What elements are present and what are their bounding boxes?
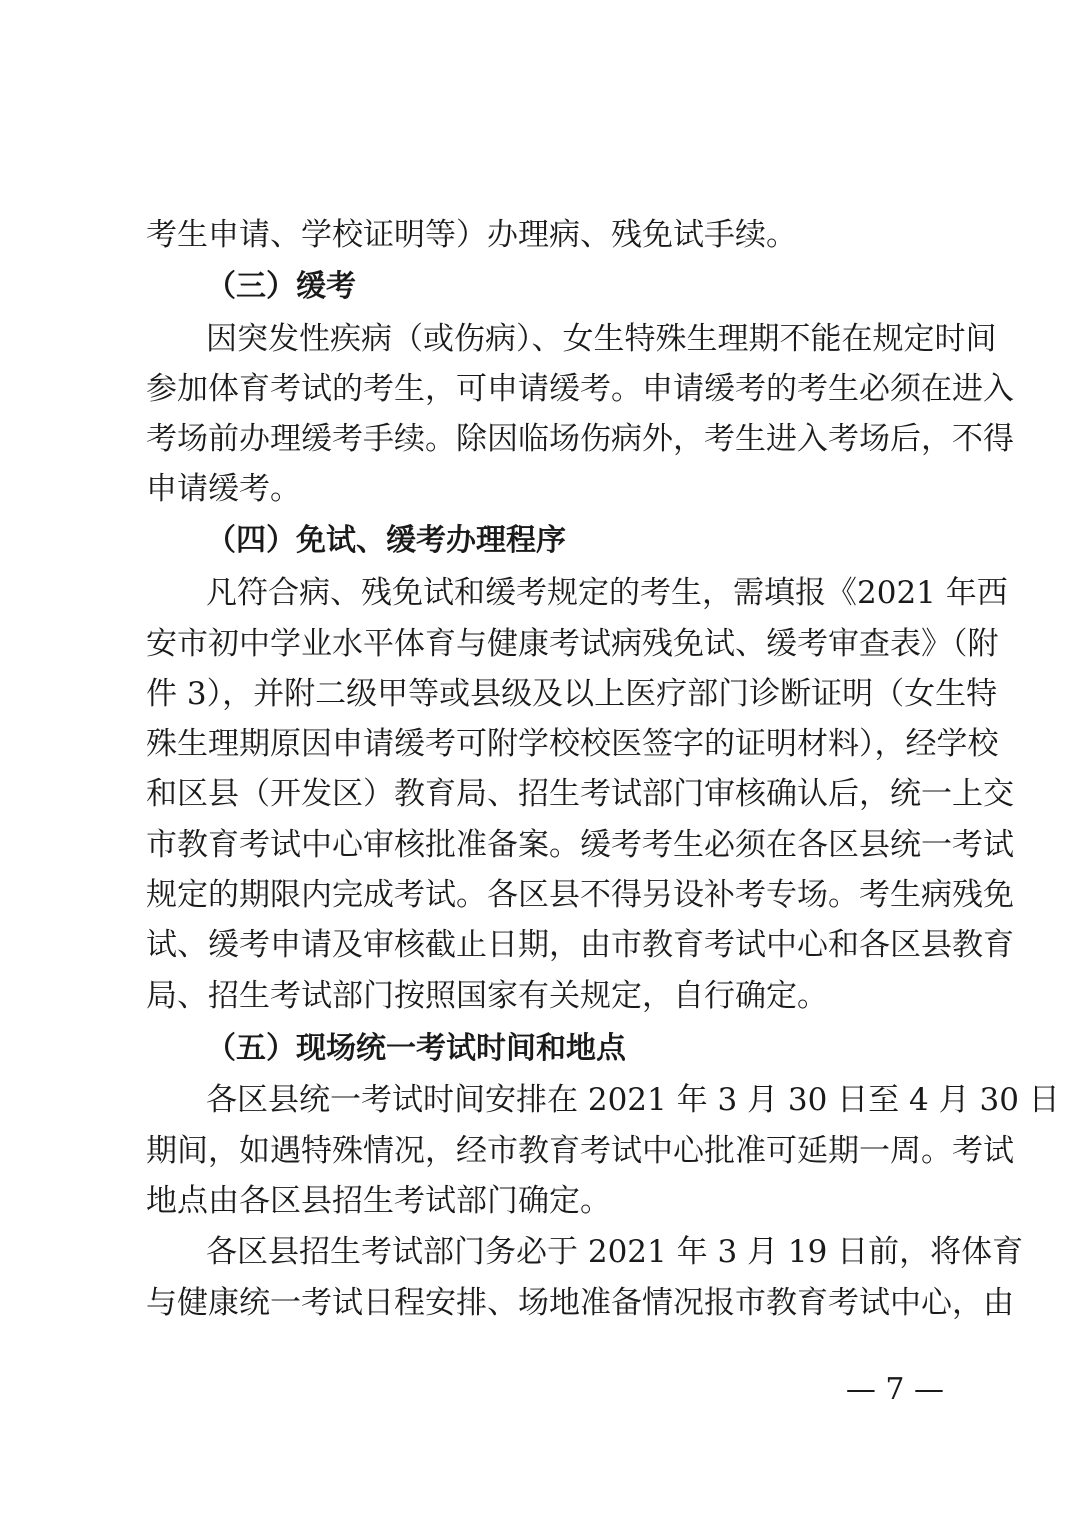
deferral-paragraph-line: 申请缓考。 xyxy=(146,471,301,507)
procedure-paragraph-line: 局、招生考试部门按照国家有关规定，自行确定。 xyxy=(146,978,828,1014)
section-heading-deferral: （三）缓考 xyxy=(206,269,356,304)
procedure-paragraph-line: 试、缓考申请及审核截止日期，由市教育考试中心和各区县教育 xyxy=(146,927,1014,963)
section-heading-procedure: （四）免试、缓考办理程序 xyxy=(206,523,566,558)
page-number: — 7 — xyxy=(845,1372,944,1407)
procedure-paragraph-line: 和区县（开发区）教育局、招生考试部门审核确认后，统一上交 xyxy=(146,776,1014,812)
deferral-paragraph-line: 参加体育考试的考生，可申请缓考。申请缓考的考生必须在进入 xyxy=(146,371,1014,407)
schedule-paragraph-line: 与健康统一考试日程安排、场地准备情况报市教育考试中心，由 xyxy=(146,1285,1014,1321)
time-location-paragraph-line: 各区县统一考试时间安排在 2021 年 3 月 30 日至 4 月 30 日 xyxy=(206,1082,1060,1118)
procedure-paragraph-line: 件 3），并附二级甲等或县级及以上医疗部门诊断证明（女生特 xyxy=(146,676,998,712)
time-location-paragraph-line: 地点由各区县招生考试部门确定。 xyxy=(146,1183,611,1219)
procedure-paragraph-line: 殊生理期原因申请缓考可附学校校医签字的证明材料），经学校 xyxy=(146,726,999,762)
schedule-paragraph-line: 各区县招生考试部门务必于 2021 年 3 月 19 日前，将体育 xyxy=(206,1234,1024,1270)
time-location-paragraph-line: 期间，如遇特殊情况，经市教育考试中心批准可延期一周。考试 xyxy=(146,1133,1014,1169)
procedure-paragraph-line: 安市初中学业水平体育与健康考试病残免试、缓考审查表》（附 xyxy=(146,626,999,662)
deferral-paragraph-line: 因突发性疾病（或伤病）、女生特殊生理期不能在规定时间 xyxy=(206,321,997,357)
procedure-paragraph-line: 市教育考试中心审核批准备案。缓考考生必须在各区县统一考试 xyxy=(146,827,1014,863)
paragraph-continuation-line: 考生申请、学校证明等）办理病、残免试手续。 xyxy=(146,217,797,253)
deferral-paragraph-line: 考场前办理缓考手续。除因临场伤病外，考生进入考场后，不得 xyxy=(146,421,1014,457)
section-heading-time-location: （五）现场统一考试时间和地点 xyxy=(206,1031,626,1066)
procedure-paragraph-line: 凡符合病、残免试和缓考规定的考生，需填报《2021 年西 xyxy=(206,575,1008,611)
procedure-paragraph-line: 规定的期限内完成考试。各区县不得另设补考专场。考生病残免 xyxy=(146,877,1014,913)
